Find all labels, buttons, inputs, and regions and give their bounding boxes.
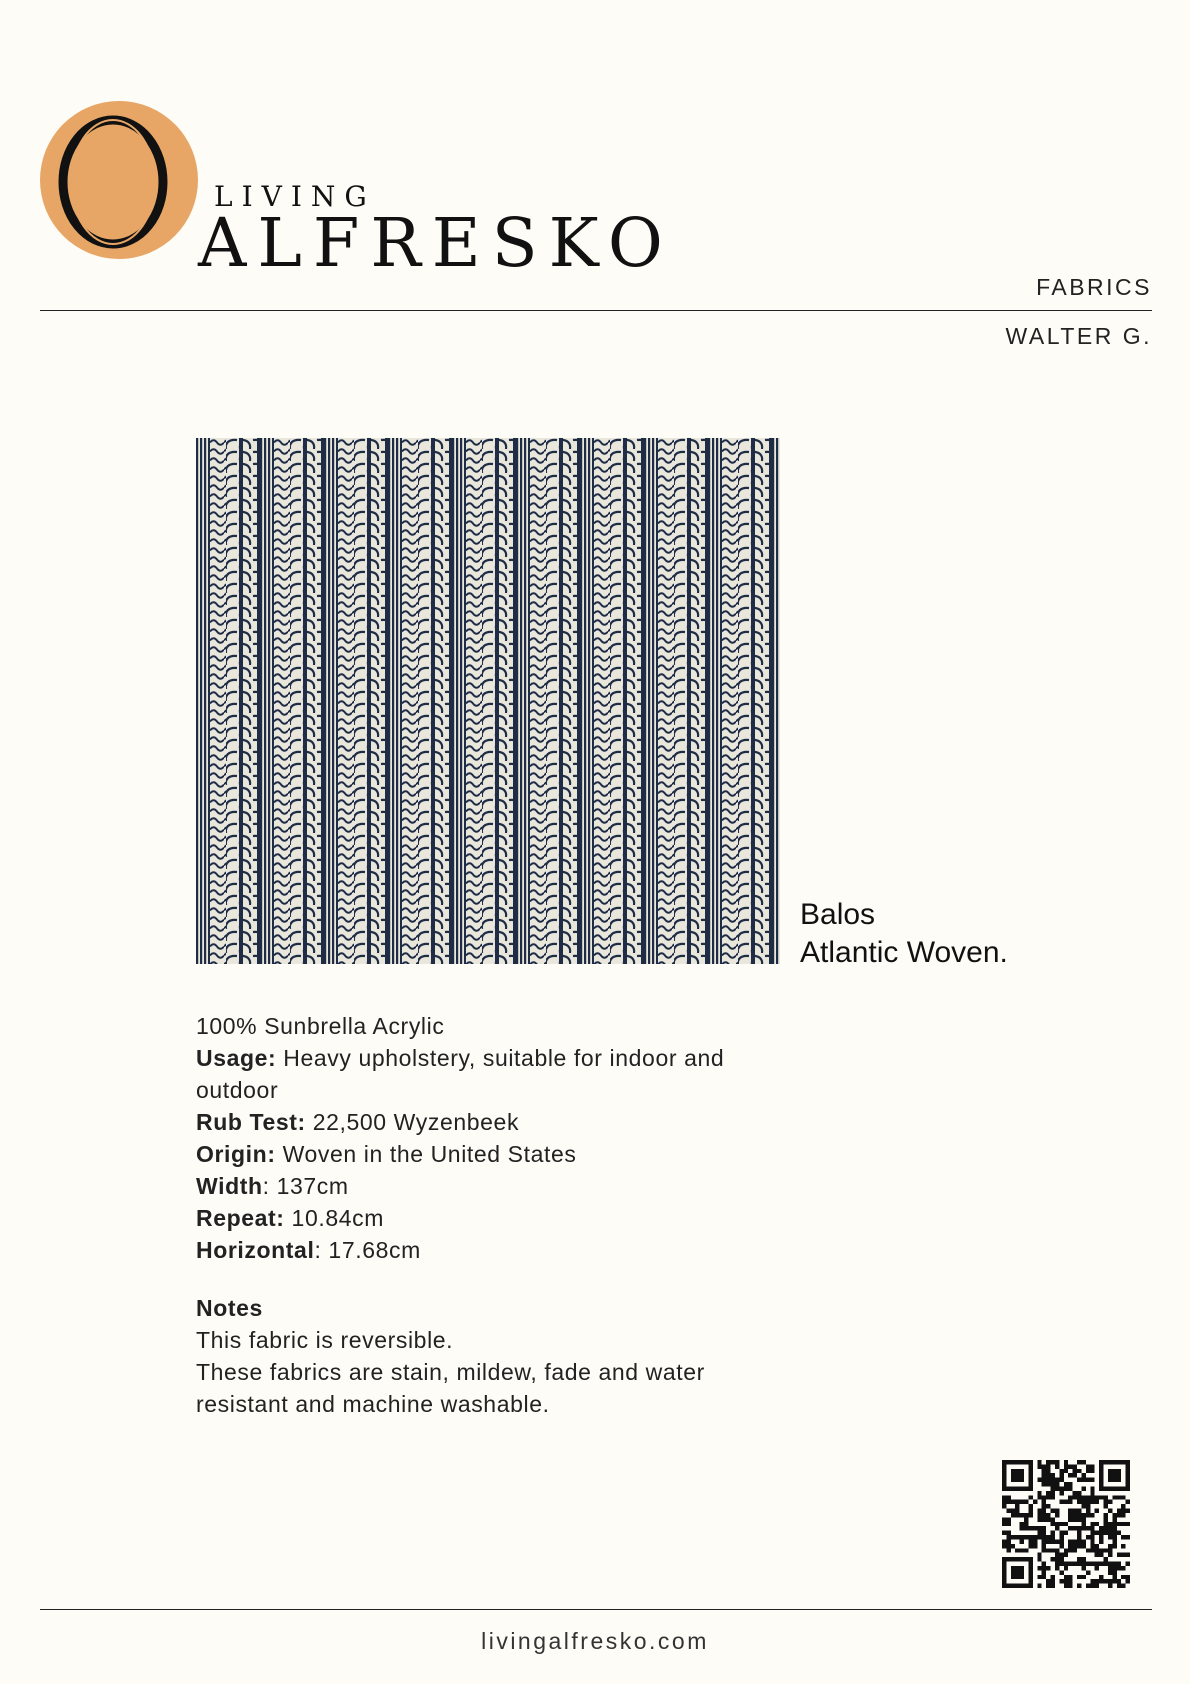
spec-horizontal-value: : 17.68cm <box>314 1237 421 1263</box>
brand-label: WALTER G. <box>1005 323 1152 349</box>
specifications <box>196 1010 776 1266</box>
spec-width-value: : 137cm <box>262 1173 349 1199</box>
notes-line-care: These fabrics are stain, mildew, fade and water resistant and machine washable. <box>196 1359 705 1417</box>
notes-section <box>196 1292 776 1420</box>
spec-width <box>196 1170 776 1202</box>
spec-rub-test <box>196 1106 776 1138</box>
notes-heading: Notes <box>196 1295 263 1321</box>
spec-rub-test-label: Rub Test: <box>196 1109 306 1135</box>
spec-usage-label: Usage: <box>196 1045 277 1071</box>
website-link[interactable]: livingalfresko.com <box>481 1628 709 1654</box>
notes-line-reversible: This fabric is reversible. <box>196 1327 454 1353</box>
spec-horizontal <box>196 1234 776 1266</box>
spec-composition: 100% Sunbrella Acrylic <box>196 1013 445 1039</box>
category-label: FABRICS <box>1036 274 1152 300</box>
spec-repeat-value: 10.84cm <box>284 1205 384 1231</box>
spec-repeat-label: Repeat: <box>196 1205 285 1231</box>
footer-divider <box>40 1609 1152 1610</box>
product-colorway: Atlantic Woven. <box>800 936 1008 969</box>
logo-alfresko-text: ALFRESKO <box>198 204 674 282</box>
spec-rub-test-value: 22,500 Wyzenbeek <box>305 1109 520 1135</box>
spec-usage-value: Heavy upholstery, suitable for indoor and outdoor <box>196 1045 725 1103</box>
product-title <box>800 896 1008 972</box>
logo-living-text: LIVING <box>214 180 376 213</box>
qr-code[interactable] <box>1002 1460 1130 1588</box>
spec-width-label: Width <box>196 1173 263 1199</box>
spec-origin-label: Origin: <box>196 1141 276 1167</box>
product-name: Balos <box>800 898 876 931</box>
spec-repeat <box>196 1202 776 1234</box>
fabric-swatch-image <box>196 438 780 964</box>
spec-usage <box>196 1042 776 1106</box>
spec-origin-value: Woven in the United States <box>275 1141 577 1167</box>
header-divider <box>40 310 1152 311</box>
spec-origin <box>196 1138 776 1170</box>
logo-o-letter <box>44 113 182 251</box>
spec-horizontal-label: Horizontal <box>196 1237 315 1263</box>
fabric-pattern <box>196 438 780 964</box>
